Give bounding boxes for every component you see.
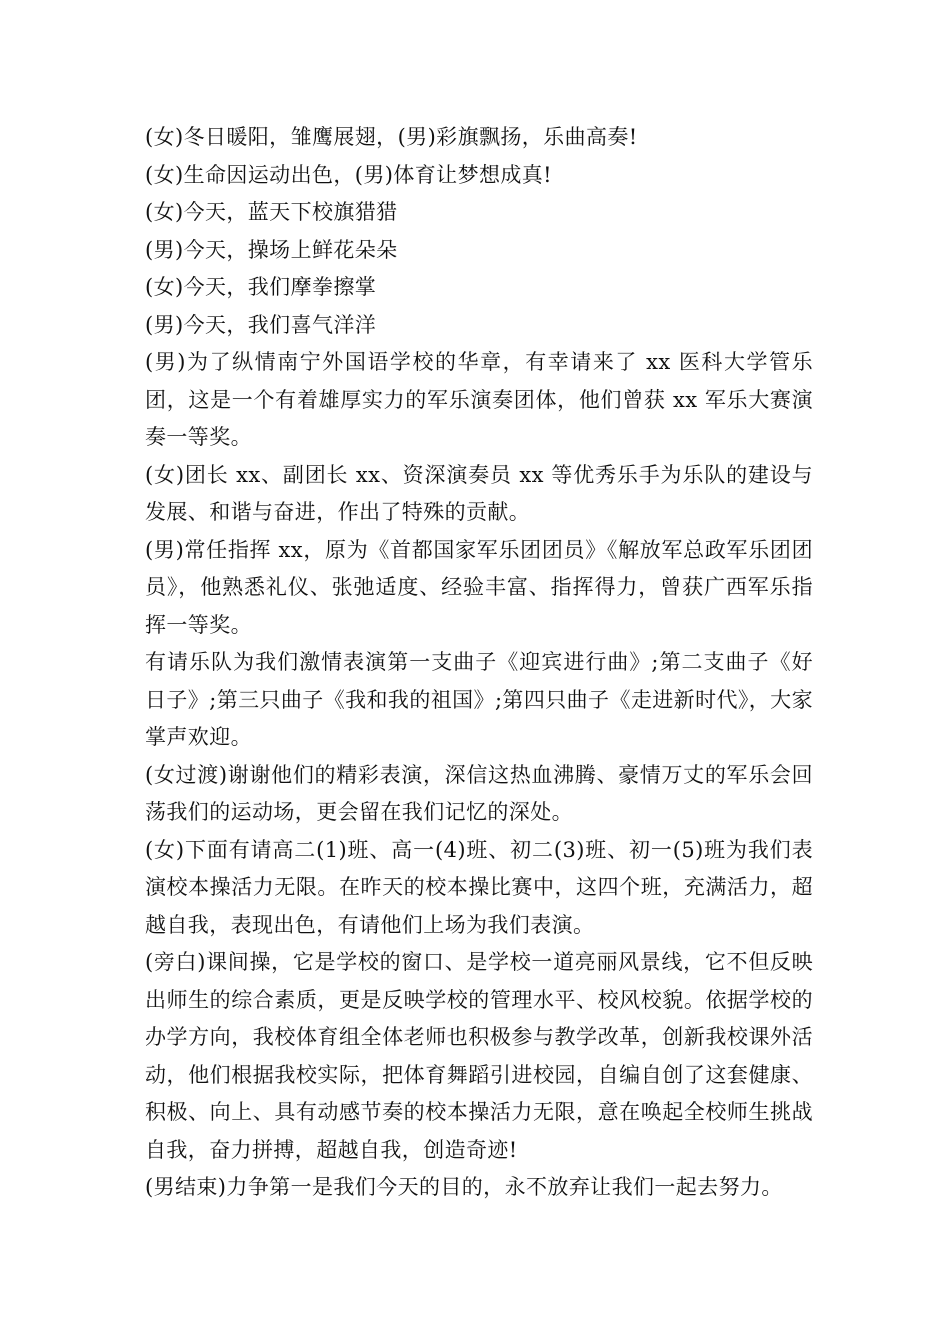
paragraph: (男)今天，我们喜气洋洋 xyxy=(145,312,377,337)
paragraph: (男结束)力争第一是我们今天的目的，永不放弃让我们一起去努力。 xyxy=(145,1175,783,1199)
paragraph: (女)冬日暖阳，雏鹰展翅，(男)彩旗飘扬，乐曲高奏! xyxy=(145,125,638,149)
paragraph: (女过渡)谢谢他们的精彩表演，深信这热血沸腾、豪情万丈的军乐会回荡我们的运动场，更会留在我们记忆的深处。 xyxy=(145,762,813,824)
paragraph: (女)团长 xx、副团长 xx、资深演奏员 xx 等优秀乐手为乐队的建设与发展、和谐与奋进，作出了特殊的贡献。 xyxy=(145,462,813,524)
paragraph: (男)今天，操场上鲜花朵朵 xyxy=(145,237,398,262)
paragraph: (旁白)课间操，它是学校的窗口、是学校一道亮丽风景线，它不但反映出师生的综合素质，更是反映学校的管理水平、校风校貌。依据学校的办学方向，我校体育组全体老师也积极参与教学改革，创新我校课外活动，他们根据我校实际，把体育舞蹈引进校园，自编自创了这套健康、积极、向上、具有动感节奏的校本操活力无限，意在唤起全校师生挑战自我，奋力拼搏，超越自我，创造奇迹! xyxy=(145,950,813,1162)
paragraph: (女)今天，我们摩拳擦掌 xyxy=(145,275,377,299)
paragraph: (男)为了纵情南宁外国语学校的华章，有幸请来了 xx 医科大学管乐团，这是一个有着雄厚实力的军乐演奏团体，他们曾获 xx 军乐大赛演奏一等奖。 xyxy=(145,350,813,449)
document-body xyxy=(145,119,813,1207)
paragraph: (女)下面有请高二(1)班、高一(4)班、初二(3)班、初一(5)班为我们表演校本操活力无限。在昨天的校本操比赛中，这四个班，充满活力，超越自我，表现出色，有请他们上场为我们表演。 xyxy=(145,837,813,937)
paragraph: (男)常任指挥 xx，原为《首都国家军乐团团员》《解放军总政军乐团团员》，他熟悉礼仪、张弛适度、经验丰富、指挥得力，曾获广西军乐指挥一等奖。 xyxy=(145,537,813,637)
paragraph: (女)今天，蓝天下校旗猎猎 xyxy=(145,200,398,224)
paragraph: (女)生命因运动出色，(男)体育让梦想成真! xyxy=(145,162,553,187)
paragraph: 有请乐队为我们激情表演第一支曲子《迎宾进行曲》;第二支曲子《好日子》;第三只曲子《我和我的祖国》;第四只曲子《走进新时代》，大家掌声欢迎。 xyxy=(145,650,813,749)
